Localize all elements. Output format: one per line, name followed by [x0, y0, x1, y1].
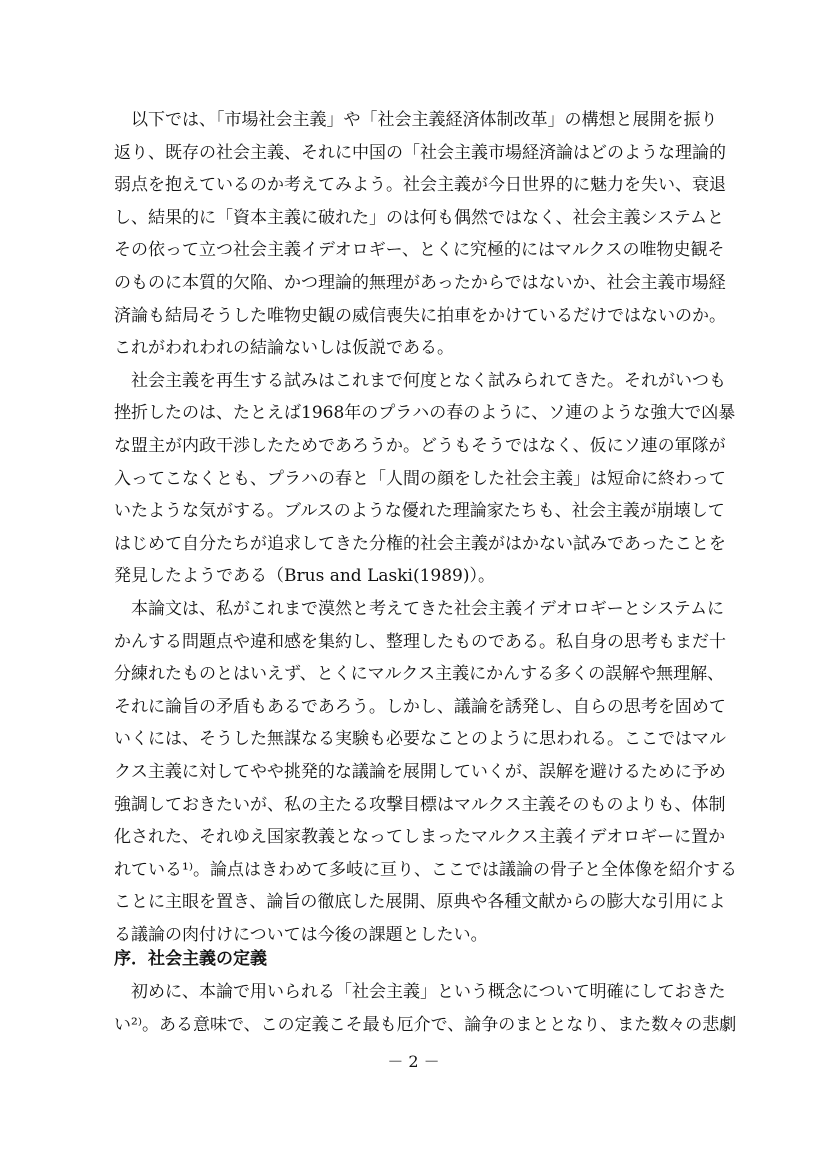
- text-line: 発見したようである（Brus and Laski(1989)）。: [114, 566, 495, 587]
- text-line: かんする問題点や違和感を集約し、整理したものである。私自身の思考もまだ十: [114, 631, 726, 652]
- text-line: 済論も結局そうした唯物史観の威信喪失に拍車をかけているだけではないのか。: [114, 305, 726, 326]
- text-line: 返り、既存の社会主義、それに中国の「社会主義市場経済論はどのような理論的: [114, 142, 726, 163]
- text-line: 挫折したのは、たとえば1968年のプラハの春のように、ソ連のような強大で凶暴: [114, 403, 736, 424]
- text-line: 入ってこなくとも、プラハの春と「人間の顔をした社会主義」は短命に終わって: [114, 468, 726, 489]
- text-line: し、結果的に「資本主義に破れた」のは何も偶然ではなく、社会主義システムと: [114, 207, 724, 228]
- text-line: 分練れたものとはいえず、とくにマルクス主義にかんする多くの誤解や無理解、: [114, 664, 725, 685]
- text-line: その依って立つ社会主義イデオロギー、とくに究極的にはマルクスの唯物史観そ: [114, 240, 725, 261]
- text-line: はじめて自分たちが追求してきた分権的社会主義がはかない試みであったことを: [114, 533, 726, 554]
- text-line: 以下では、「市場社会主義」や「社会主義経済体制改革」の構想と展開を振り: [131, 110, 718, 130]
- text-line: な盟主が内政干渉したためであろうか。どうもそうではなく、仮にソ連の軍隊が: [114, 436, 726, 456]
- text-line: い²⁾。ある意味で、この定義こそ最も厄介で、論争のまととなり、また数々の悲劇: [114, 1014, 737, 1035]
- text-line: 弱点を抱えているのか考えてみよう。社会主義が今日世界的に魅力を失い、衰退: [114, 175, 726, 196]
- text-line: 社会主義を再生する試みはこれまで何度となく試みられてきた。それがいつも: [131, 370, 726, 391]
- text-line: ことに主眼を置き、論旨の徹底した展開、原典や各種文献からの膨大な引用によ: [114, 892, 726, 913]
- text-line: それに論旨の矛盾もあるであろう。しかし、議論を誘発し、自らの思考を固めて: [114, 696, 726, 717]
- text-line: 化された、それゆえ国家教義となってしまったマルクス主義イデオロギーに置か: [114, 827, 726, 848]
- section-heading: 序．社会主義の定義: [114, 949, 267, 969]
- text-line: 強調しておきたいが、私の主たる攻撃目標はマルクス主義そのものよりも、体制: [114, 794, 726, 815]
- text-line: のものに本質的欠陥、かつ理論的無理があったからではないか、社会主義市場経: [114, 273, 726, 293]
- text-line: れている¹⁾。論点はきわめて多岐に亘り、ここでは議論の骨子と全体像を紹介する: [114, 859, 737, 880]
- page-number: － 2 －: [387, 1052, 440, 1071]
- text-line: 本論文は、私がこれまで漠然と考えてきた社会主義イデオロギーとシステムに: [131, 599, 724, 619]
- text-line: 初めに、本論で用いられる「社会主義」という概念について明確にしておきた: [131, 982, 726, 1002]
- text-line: る議論の肉付けについては今後の課題としたい。: [114, 925, 488, 945]
- text-line: クス主義に対してやや挑発的な議論を展開していくが、誤解を避けるために予め: [114, 762, 726, 782]
- text-line: これがわれわれの結論ないしは仮説である。: [114, 338, 454, 359]
- text-line: いくには、そうした無謀なる実験も必要なことのように思われる。ここではマル: [114, 729, 726, 750]
- text-line: いたような気がする。ブルスのような優れた理論家たちも、社会主義が崩壊して: [114, 501, 725, 522]
